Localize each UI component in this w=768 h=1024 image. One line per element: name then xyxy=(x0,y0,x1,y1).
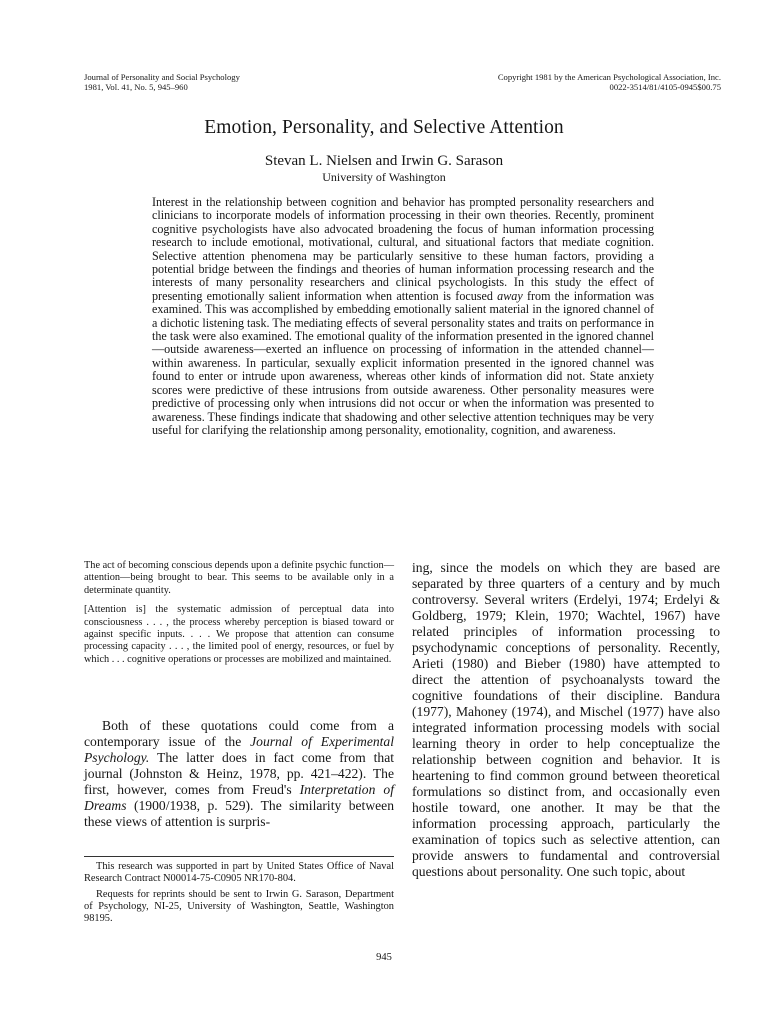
journal-volume: 1981, Vol. 41, No. 5, 945–960 xyxy=(84,82,188,92)
intro-journal-title: Journal of Experimental Psychology. xyxy=(84,734,394,765)
intro-text-3: (1900/1938, p. 529). The similarity between these views of attention is surpris- xyxy=(84,798,394,829)
journal-name: Journal of Personality and Social Psychology xyxy=(84,72,240,82)
epigraph-johnston-heinz: [Attention is] the systematic admission of perceptual data into consciousness . . . , the process whereby perception is biased toward or against specific inputs. . . . We propose that attention can consume processing capacity . . . , the limited pool of energy, resources, or fuel by which . . . cognitive operations or processes are mobilized and maintained. xyxy=(84,604,394,665)
copyright-line: Copyright 1981 by the American Psychological Association, Inc. xyxy=(497,72,721,82)
footnote-funding: This research was supported in part by United States Office of Naval Research Contract N00014-75-C0905 NR170-804. xyxy=(84,861,394,884)
paper-authors: Stevan L. Nielsen and Irwin G. Sarason xyxy=(264,153,504,169)
copyright-notice xyxy=(498,72,721,92)
epigraph-freud: The act of becoming conscious depends upon a definite psychic function—attention—being brought to bear. This seems to be available only in a determinate quantity. xyxy=(84,560,394,596)
page-number: 945 xyxy=(376,952,392,963)
intro-paragraph xyxy=(84,718,394,830)
issn-line: 0022-3514/81/4105-0945$00.75 xyxy=(609,82,721,92)
abstract-emphasis: away xyxy=(497,288,523,303)
abstract xyxy=(152,196,654,437)
author-affiliation: University of Washington xyxy=(322,170,446,184)
body-continuation: ing, since the models on which they are based are separated by three quarters of a century and by much controversy. Several writers (Erdelyi, 1974; Erdelyi & Goldberg, 1979; Klein, 1970; Wachtel, 1967) have related principles of information processing to psychodynamic conceptions of personality. Recently, Arieti (1980) and Bieber (1980) have attempted to direct the attention of psychoanalysts toward the cognitive foundations of their discipline. Bandura (1977), Mahoney (1974), and Mischel (1977) have also integrated information processing models with social learning theory in order to help conceptualize the relationship between cognition and behavior. It is heartening to find common ground between theoretical formulations so distinct from, and occasionally even hostile toward, one another. It may be that the information processing approach, particularly the examination of topics such as selective attention, can provide answers to fundamental and controversial questions about personality. One such topic, about xyxy=(412,560,720,879)
footnote-divider xyxy=(84,856,394,857)
journal-citation xyxy=(84,72,240,92)
abstract-text-1: Interest in the relationship between cognition and behavior has prompted personality researchers and clinicians to incorporate models of information processing in their own theories. Recently, prominent cognitive psychologists have also advocated broadening the focus of human information processing research to include emotional, motivational, cultural, and situational factors that mediate cognition. Selective attention phenomena may be particularly sensitive to these human factors, providing a potential bridge between the findings and theories of human information processing research and the interests of many personality researchers and clinical psychologists. In this study the effect of presenting emotionally salient information when attention is focused xyxy=(152,195,654,303)
intro-book-title: Interpretation of Dreams xyxy=(84,782,394,813)
footnote-reprints: Requests for reprints should be sent to Irwin G. Sarason, Department of Psychology, NI-25, University of Washington, Seattle, Washington 98195. xyxy=(84,889,394,924)
intro-text-2: The latter does in fact come from that journal (Johnston & Heinz, 1978, pp. 421–422). The first, however, comes from Freud's xyxy=(84,750,394,797)
epigraphs xyxy=(84,560,394,673)
abstract-text-2: from the information was examined. This was accomplished by embedding emotionally salient material in the ignored channel of a dichotic listening task. The mediating effects of several personality states and traits on performance in the task were also examined. The emotional quality of the information presented in the ignored channel—outside awareness—exerted an influence on processing of information in the attended channel—within awareness. In particular, sexually explicit information presented in the ignored channel was found to enter or intrude upon awareness, whereas other kinds of information did not. State anxiety scores were predictive of these intrusions from outside awareness. Other personality measures were predictive of processing only when intrusions did not occur or when the information was presented to awareness. These findings indicate that shadowing and other selective attention techniques may be very useful for clarifying the relationship among personality, emotionality, cognition, and awareness. xyxy=(152,288,654,437)
paper-title: Emotion, Personality, and Selective Attention xyxy=(204,117,564,138)
intro-text-1: Both of these quotations could come from a contemporary issue of the xyxy=(84,718,394,749)
footnotes xyxy=(84,861,394,929)
